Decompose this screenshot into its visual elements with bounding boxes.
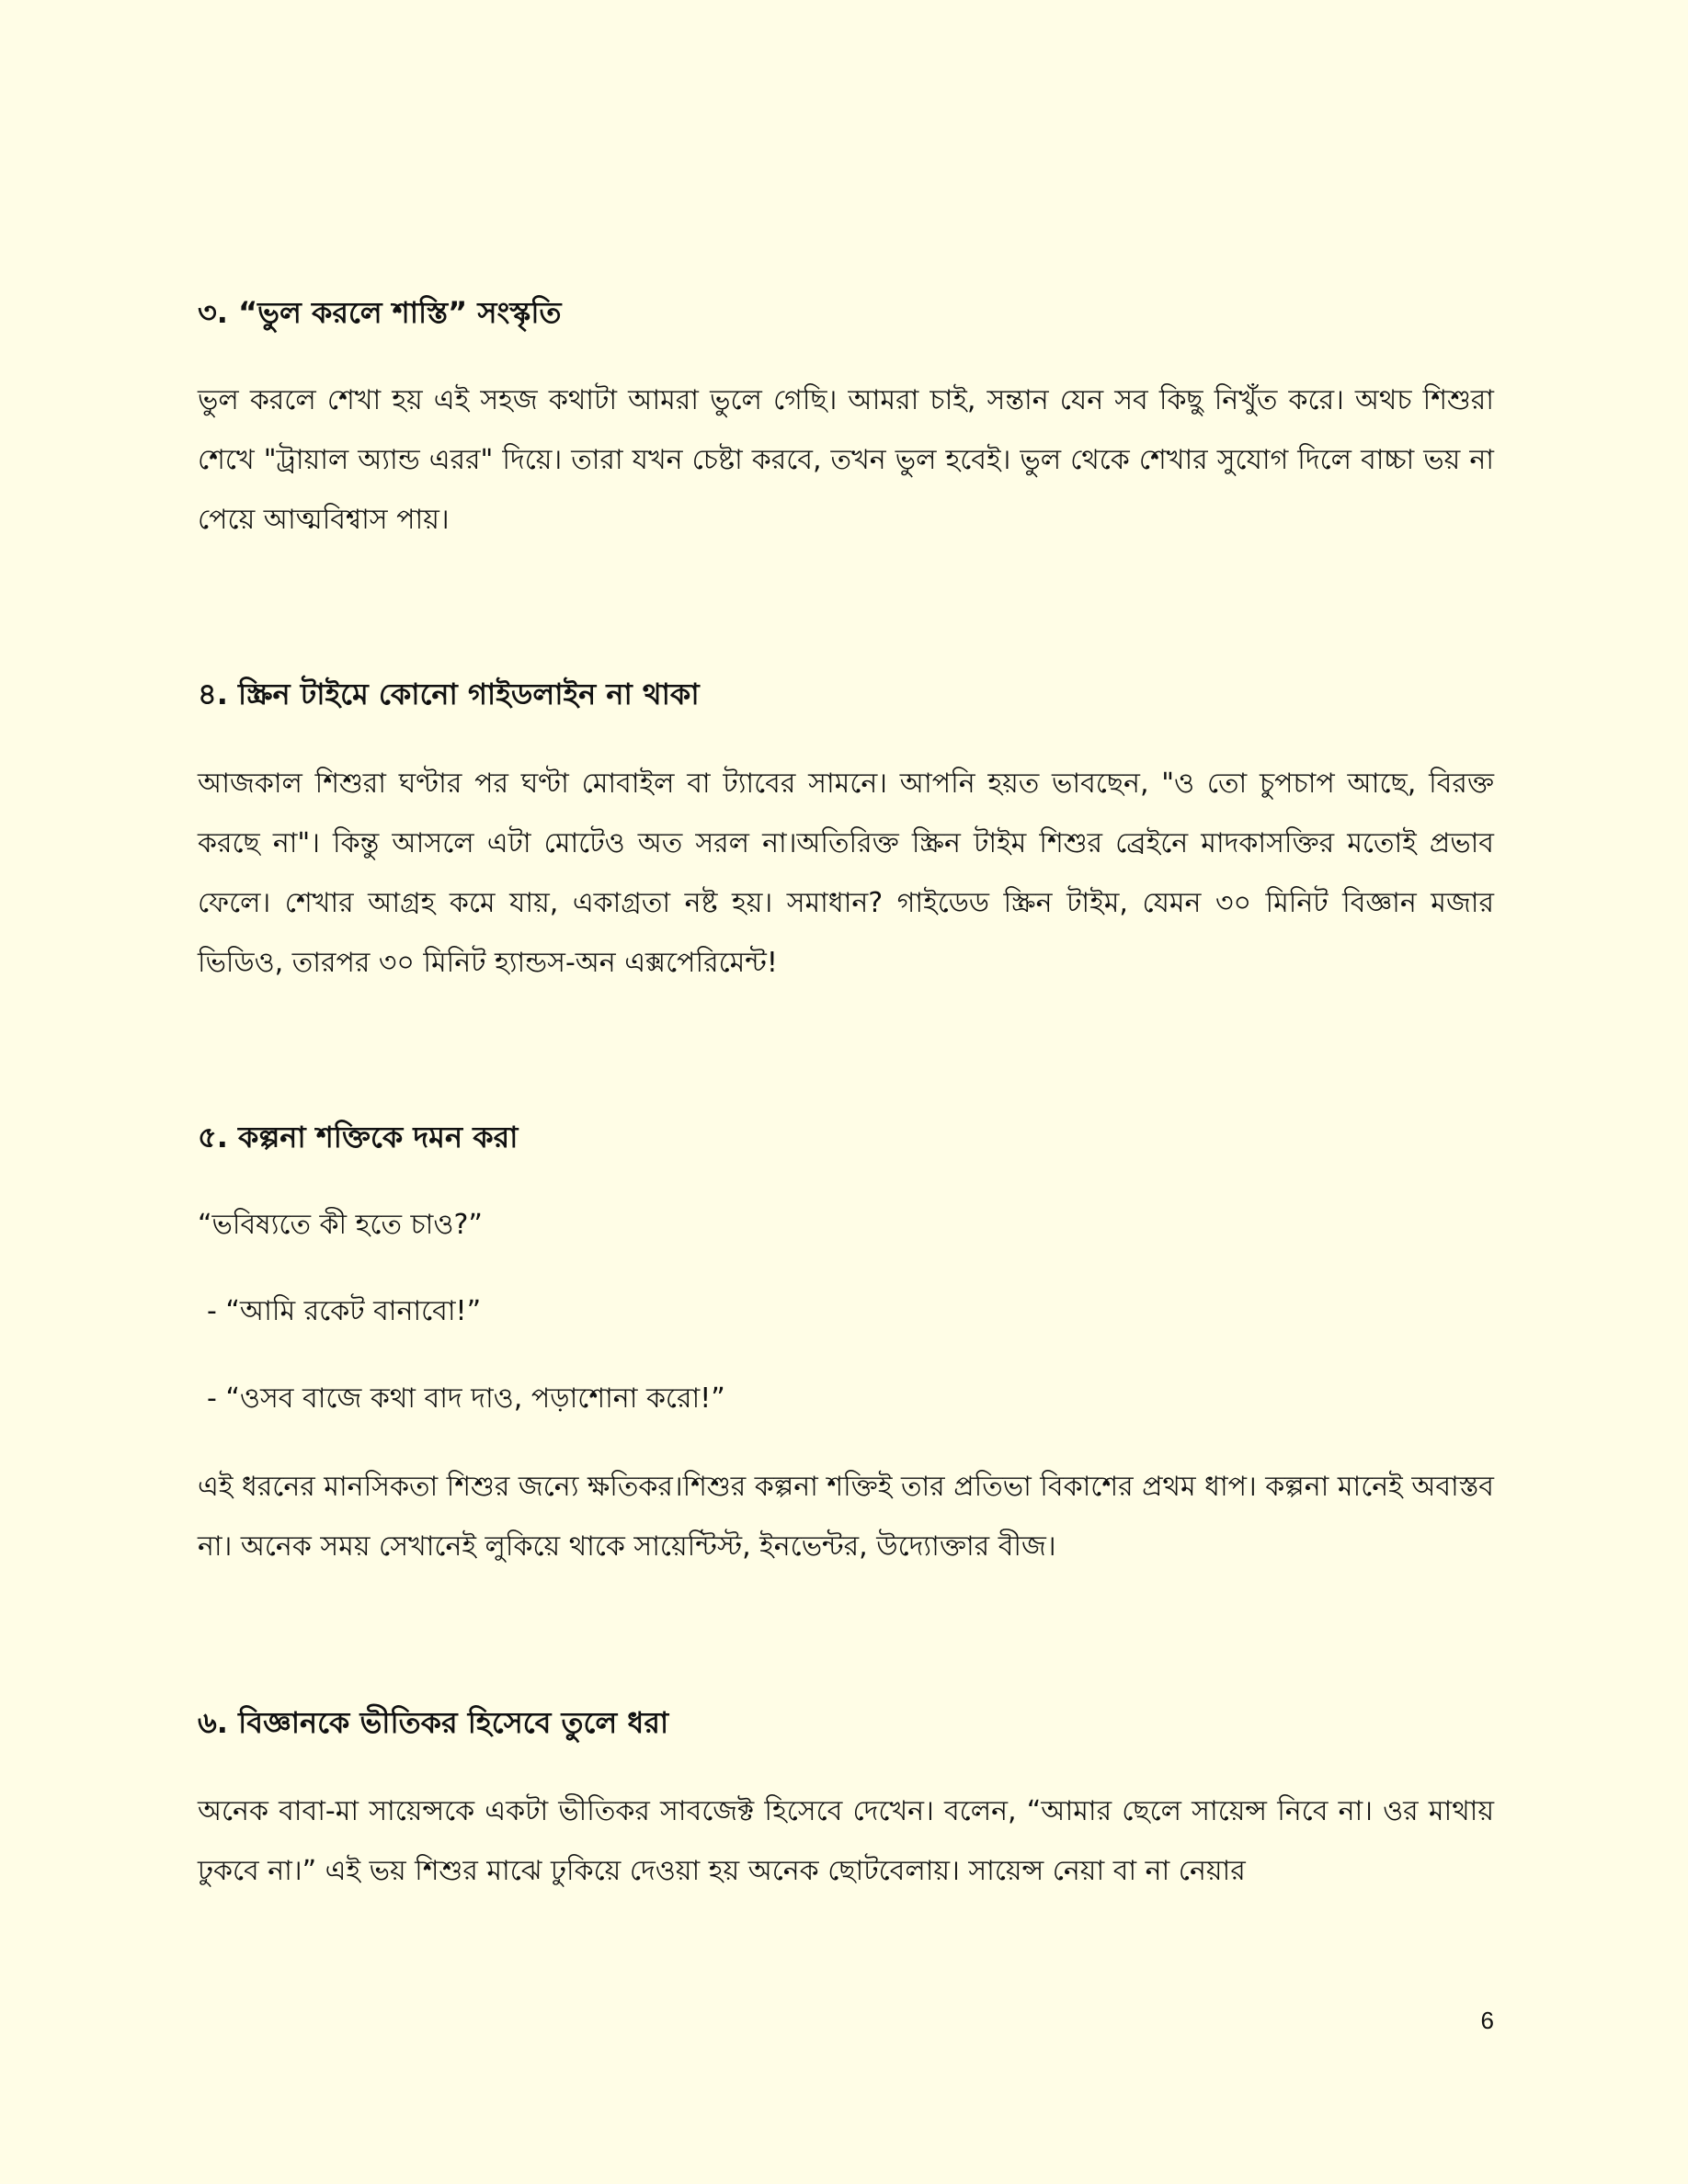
section-3-heading: ৩. “ভুল করলে শাস্তি” সংস্কৃতি <box>198 295 562 330</box>
section-5-reply-2: - “ওসব বাজে কথা বাদ দাও, পড়াশোনা করো!” <box>207 1382 725 1415</box>
section-5-question: “ভবিষ্যতে কী হতে চাও?” <box>198 1209 483 1241</box>
section-6-heading: ৬. বিজ্ঞানকে ভীতিকর হিসেবে তুলে ধরা <box>198 1705 669 1740</box>
page-number: 6 <box>1480 2007 1494 2034</box>
section-4-heading: ৪. স্ক্রিন টাইমে কোনো গাইডলাইন না থাকা <box>198 677 700 711</box>
section-4-paragraph: আজকাল শিশুরা ঘণ্টার পর ঘণ্টা মোবাইল বা ট্যাবের সামনে। আপনি হয়ত ভাবছেন, "ও তো চুপচাপ আছে, বিরক্ত করছে না"। কিন্তু আসলে এটা মোটেও অত সরল না।অতিরিক্ত স্ক্রিন টাইম শিশুর ব্রেইনে মাদকাসক্তির মতোই প্রভাব ফেলে। শেখার আগ্রহ কমে যায়, একাগ্রতা নষ্ট হয়। সমাধান? গাইডেড স্ক্রিন টাইম, যেমন ৩০ মিনিট বিজ্ঞান মজার ভিডিও, তারপর ৩০ মিনিট হ্যান্ডস-অন এক্সপেরিমেন্ট! <box>198 768 1494 979</box>
section-6-paragraph: অনেক বাবা-মা সায়েন্সকে একটা ভীতিকর সাবজেক্ট হিসেবে দেখেন। বলেন, “আমার ছেলে সায়েন্স নিবে না। ওর মাথায় ঢুকবে না।” এই ভয় শিশুর মাঝে ঢুকিয়ে দেওয়া হয় অনেক ছোটবেলায়। সায়েন্স নেয়া বা না নেয়ার <box>198 1795 1494 1887</box>
section-5-paragraph: এই ধরনের মানসিকতা শিশুর জন্যে ক্ষতিকর।শিশুর কল্পনা শক্তিই তার প্রতিভা বিকাশের প্রথম ধাপ। কল্পনা মানেই অবাস্তব না। অনেক সময় সেখানেই লুকিয়ে থাকে সায়েন্টিস্ট, ইনভেন্টর, উদ্যোক্তার বীজ। <box>198 1471 1494 1563</box>
section-3-paragraph: ভুল করলে শেখা হয় এই সহজ কথাটা আমরা ভুলে গেছি। আমরা চাই, সন্তান যেন সব কিছু নিখুঁত করে। অথচ শিশুরা শেখে "ট্রায়াল অ্যান্ড এরর" দিয়ে। তারা যখন চেষ্টা করবে, তখন ভুল হবেই। ভুল থেকে শেখার সুযোগ দিলে বাচ্চা ভয় না পেয়ে আত্মবিশ্বাস পায়। <box>198 384 1494 536</box>
section-5-reply-1: - “আমি রকেট বানাবো!” <box>207 1295 482 1327</box>
section-5-heading: ৫. কল্পনা শক্তিকে দমন করা <box>198 1120 519 1155</box>
